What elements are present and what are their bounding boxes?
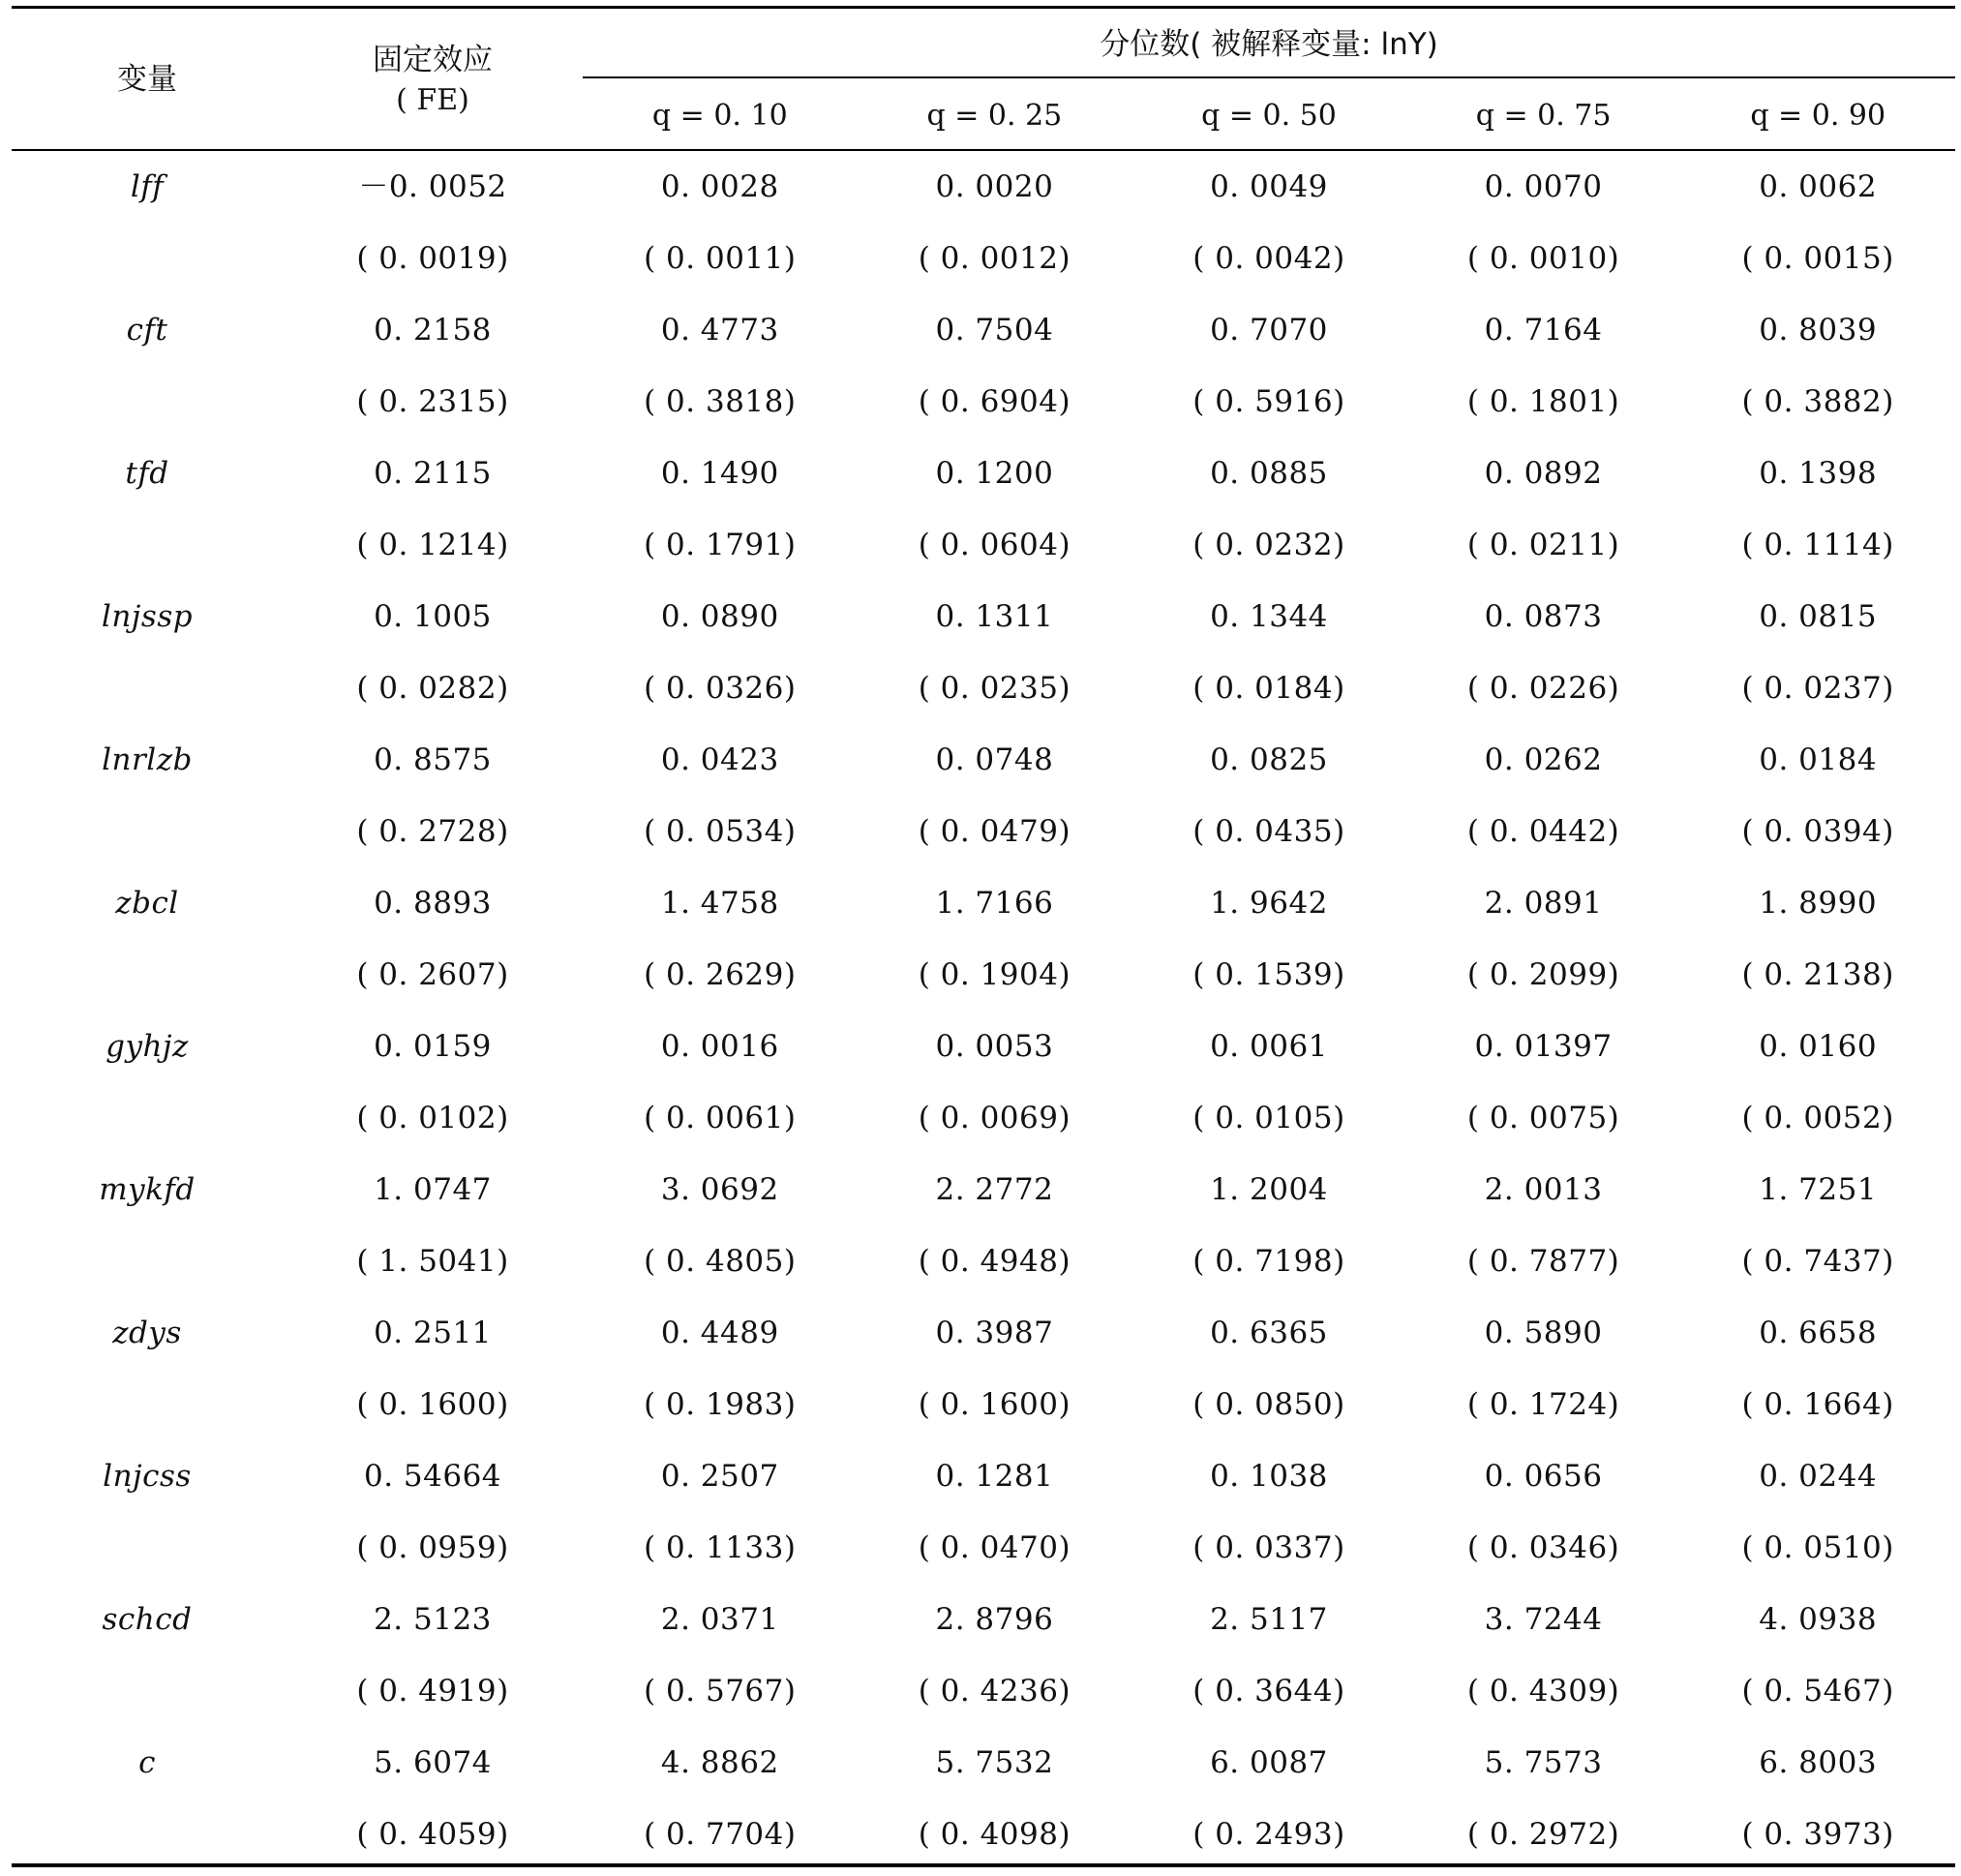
- std-error-cell: ( 0. 0442): [1466, 814, 1620, 849]
- coefficient-cell: 1. 8990: [1759, 886, 1878, 921]
- coefficient-cell: 0. 8893: [374, 886, 492, 921]
- variable-name: gyhjz: [106, 1029, 189, 1064]
- coefficient-cell: 1. 7166: [935, 886, 1054, 921]
- coefficient-cell: 1. 0747: [374, 1172, 492, 1207]
- std-error-cell: ( 0. 1983): [644, 1387, 797, 1422]
- coefficient-cell: 0. 0016: [660, 1029, 779, 1064]
- variable-name: c: [138, 1745, 156, 1780]
- std-error-cell: ( 0. 1724): [1466, 1387, 1620, 1422]
- std-error-cell: ( 0. 0282): [356, 671, 509, 706]
- table-row-std-error: [12, 939, 1955, 1011]
- coefficient-cell: 0. 0892: [1484, 456, 1603, 491]
- coefficient-cell: 5. 7532: [935, 1745, 1054, 1780]
- std-error-cell: ( 0. 3882): [1741, 384, 1894, 419]
- coefficient-cell: 0. 2158: [374, 313, 492, 348]
- variable-name: [12, 939, 283, 1011]
- table-row-std-error: [12, 223, 1955, 294]
- coefficient-cell: 0. 0062: [1759, 169, 1878, 204]
- coefficient-cell: 0. 1038: [1210, 1459, 1328, 1494]
- std-error-cell: ( 0. 7877): [1466, 1244, 1620, 1279]
- header-fe-line1: 固定效应: [373, 43, 493, 77]
- table-row-coefficient: [12, 1297, 1955, 1369]
- table-row-std-error: [12, 1225, 1955, 1297]
- std-error-cell: ( 0. 0075): [1466, 1101, 1620, 1135]
- table-row-coefficient: [12, 294, 1955, 366]
- table-row-coefficient: [12, 1154, 1955, 1225]
- variable-name: lnjssp: [101, 599, 194, 634]
- std-error-cell: ( 0. 0184): [1192, 671, 1345, 706]
- table-row-std-error: [12, 652, 1955, 724]
- coefficient-cell: 2. 2772: [935, 1172, 1054, 1207]
- variable-name: cft: [126, 313, 168, 348]
- variable-name: schcd: [102, 1602, 193, 1637]
- table-row-std-error: [12, 366, 1955, 438]
- quantile-span-rule: [583, 76, 1955, 78]
- variable-name: [12, 1655, 283, 1727]
- coefficient-cell: 0. 54664: [363, 1459, 502, 1494]
- coefficient-cell: 0. 0748: [935, 742, 1054, 777]
- std-error-cell: ( 0. 0011): [644, 241, 797, 276]
- coefficient-cell: 0. 7164: [1484, 313, 1603, 348]
- coefficient-cell: 1. 4758: [660, 886, 779, 921]
- std-error-cell: ( 0. 1904): [918, 957, 1071, 992]
- std-error-cell: ( 0. 2629): [644, 957, 797, 992]
- std-error-cell: ( 0. 7198): [1192, 1244, 1345, 1279]
- variable-name: tfd: [125, 456, 169, 491]
- std-error-cell: ( 0. 3973): [1741, 1817, 1894, 1852]
- std-error-cell: ( 0. 3644): [1192, 1674, 1345, 1709]
- coefficient-cell: －0. 0052: [358, 169, 507, 204]
- std-error-cell: ( 0. 0604): [918, 528, 1071, 562]
- coefficient-cell: 4. 0938: [1759, 1602, 1878, 1637]
- std-error-cell: ( 0. 0479): [918, 814, 1071, 849]
- std-error-cell: ( 0. 4098): [918, 1817, 1071, 1852]
- std-error-cell: ( 0. 4919): [356, 1674, 509, 1709]
- coefficient-cell: 0. 0873: [1484, 599, 1603, 634]
- coefficient-cell: 0. 2507: [660, 1459, 779, 1494]
- header-fe-line2: ( FE): [396, 83, 469, 117]
- table-row-coefficient: [12, 1440, 1955, 1512]
- variable-name: lff: [130, 169, 165, 204]
- header-variable: 变量: [117, 62, 177, 97]
- coefficient-cell: 0. 0815: [1759, 599, 1878, 634]
- std-error-cell: ( 0. 0019): [356, 241, 509, 276]
- coefficient-cell: 2. 5117: [1210, 1602, 1328, 1637]
- coefficient-cell: 0. 1490: [660, 456, 779, 491]
- std-error-cell: ( 0. 2493): [1192, 1817, 1345, 1852]
- coefficient-cell: 2. 0371: [660, 1602, 779, 1637]
- std-error-cell: ( 0. 0061): [644, 1101, 797, 1135]
- std-error-cell: ( 0. 0226): [1466, 671, 1620, 706]
- coefficient-cell: 0. 5890: [1484, 1316, 1603, 1350]
- std-error-cell: ( 0. 2099): [1466, 957, 1620, 992]
- std-error-cell: ( 0. 0534): [644, 814, 797, 849]
- coefficient-cell: 0. 01397: [1474, 1029, 1613, 1064]
- std-error-cell: ( 0. 0326): [644, 671, 797, 706]
- std-error-cell: ( 0. 0346): [1466, 1530, 1620, 1565]
- coefficient-cell: 1. 2004: [1210, 1172, 1328, 1207]
- coefficient-cell: 0. 6365: [1210, 1316, 1328, 1350]
- std-error-cell: ( 0. 4309): [1466, 1674, 1620, 1709]
- coefficient-cell: 0. 1281: [935, 1459, 1054, 1494]
- std-error-cell: ( 0. 7437): [1741, 1244, 1894, 1279]
- coefficient-cell: 0. 0160: [1759, 1029, 1878, 1064]
- variable-name: [12, 1799, 283, 1870]
- std-error-cell: ( 0. 1214): [356, 528, 509, 562]
- coefficient-cell: 0. 6658: [1759, 1316, 1878, 1350]
- variable-name: [12, 366, 283, 438]
- coefficient-cell: 0. 7070: [1210, 313, 1328, 348]
- std-error-cell: ( 0. 0052): [1741, 1101, 1894, 1135]
- table-row-coefficient: [12, 1011, 1955, 1082]
- coefficient-cell: 0. 2115: [374, 456, 492, 491]
- header-quantile: q = 0. 25: [926, 99, 1063, 133]
- std-error-cell: ( 0. 0105): [1192, 1101, 1345, 1135]
- std-error-cell: ( 0. 0211): [1466, 528, 1620, 562]
- coefficient-cell: 0. 8039: [1759, 313, 1878, 348]
- std-error-cell: ( 0. 5767): [644, 1674, 797, 1709]
- std-error-cell: ( 0. 0102): [356, 1101, 509, 1135]
- coefficient-cell: 1. 9642: [1210, 886, 1328, 921]
- std-error-cell: ( 0. 0232): [1192, 528, 1345, 562]
- std-error-cell: ( 0. 1133): [644, 1530, 797, 1565]
- std-error-cell: ( 0. 1664): [1741, 1387, 1894, 1422]
- coefficient-cell: 0. 0890: [660, 599, 779, 634]
- table-row-std-error: [12, 1799, 1955, 1870]
- coefficient-cell: 0. 1200: [935, 456, 1054, 491]
- table-row-coefficient: [12, 1727, 1955, 1799]
- coefficient-cell: 0. 0656: [1484, 1459, 1603, 1494]
- std-error-cell: ( 0. 0012): [918, 241, 1071, 276]
- std-error-cell: ( 0. 4805): [644, 1244, 797, 1279]
- variable-name: [12, 223, 283, 294]
- std-error-cell: ( 0. 0337): [1192, 1530, 1345, 1565]
- std-error-cell: ( 0. 1600): [918, 1387, 1071, 1422]
- table-row-std-error: [12, 1082, 1955, 1154]
- coefficient-cell: 0. 7504: [935, 313, 1054, 348]
- coefficient-cell: 0. 0049: [1210, 169, 1328, 204]
- table-row-coefficient: [12, 151, 1955, 223]
- header-quantile: q = 0. 90: [1750, 99, 1886, 133]
- coefficient-cell: 1. 7251: [1759, 1172, 1878, 1207]
- coefficient-cell: 0. 3987: [935, 1316, 1054, 1350]
- coefficient-cell: 0. 0159: [374, 1029, 492, 1064]
- std-error-cell: ( 0. 4948): [918, 1244, 1071, 1279]
- coefficient-cell: 0. 0885: [1210, 456, 1328, 491]
- coefficient-cell: 0. 0423: [660, 742, 779, 777]
- table-row-std-error: [12, 796, 1955, 867]
- variable-name: lnrlzb: [102, 742, 193, 777]
- std-error-cell: ( 0. 0959): [356, 1530, 509, 1565]
- std-error-cell: ( 0. 0435): [1192, 814, 1345, 849]
- coefficient-cell: 0. 1005: [374, 599, 492, 634]
- coefficient-cell: 5. 6074: [374, 1745, 492, 1780]
- std-error-cell: ( 0. 0010): [1466, 241, 1620, 276]
- coefficient-cell: 4. 8862: [660, 1745, 779, 1780]
- std-error-cell: ( 0. 1600): [356, 1387, 509, 1422]
- std-error-cell: ( 0. 0015): [1741, 241, 1894, 276]
- coefficient-cell: 6. 0087: [1210, 1745, 1328, 1780]
- coefficient-cell: 0. 8575: [374, 742, 492, 777]
- coefficient-cell: 0. 0825: [1210, 742, 1328, 777]
- coefficient-cell: 0. 0061: [1210, 1029, 1328, 1064]
- coefficient-cell: 0. 0020: [935, 169, 1054, 204]
- variable-name: zbcl: [115, 886, 179, 921]
- coefficient-cell: 5. 7573: [1484, 1745, 1603, 1780]
- coefficient-cell: 2. 0891: [1484, 886, 1603, 921]
- coefficient-cell: 2. 5123: [374, 1602, 492, 1637]
- coefficient-cell: 0. 0028: [660, 169, 779, 204]
- coefficient-cell: 0. 0262: [1484, 742, 1603, 777]
- coefficient-cell: 0. 4489: [660, 1316, 779, 1350]
- std-error-cell: ( 0. 4059): [356, 1817, 509, 1852]
- std-error-cell: ( 0. 1801): [1466, 384, 1620, 419]
- variable-name: [12, 652, 283, 724]
- table-row-std-error: [12, 1369, 1955, 1440]
- header-quantile-group: 分位数( 被解释变量: lnY): [1100, 27, 1438, 62]
- std-error-cell: ( 0. 0069): [918, 1101, 1071, 1135]
- std-error-cell: ( 0. 5467): [1741, 1674, 1894, 1709]
- header-quantile: q = 0. 10: [651, 99, 788, 133]
- std-error-cell: ( 0. 0850): [1192, 1387, 1345, 1422]
- table-row-coefficient: [12, 581, 1955, 652]
- table-row-std-error: [12, 509, 1955, 581]
- coefficient-cell: 0. 1311: [935, 599, 1054, 634]
- variable-name: zdys: [112, 1316, 182, 1350]
- coefficient-cell: 0. 0070: [1484, 169, 1603, 204]
- variable-name: [12, 1369, 283, 1440]
- top-rule: [12, 6, 1955, 9]
- bottom-rule: [12, 1863, 1955, 1867]
- table-row-coefficient: [12, 724, 1955, 796]
- coefficient-cell: 6. 8003: [1759, 1745, 1878, 1780]
- std-error-cell: ( 0. 2315): [356, 384, 509, 419]
- coefficient-cell: 0. 4773: [660, 313, 779, 348]
- coefficient-cell: 0. 2511: [374, 1316, 492, 1350]
- table-row-std-error: [12, 1512, 1955, 1584]
- std-error-cell: ( 0. 2972): [1466, 1817, 1620, 1852]
- std-error-cell: ( 0. 0235): [918, 671, 1071, 706]
- std-error-cell: ( 0. 6904): [918, 384, 1071, 419]
- std-error-cell: ( 0. 2138): [1741, 957, 1894, 992]
- std-error-cell: ( 0. 0237): [1741, 671, 1894, 706]
- coefficient-cell: 3. 7244: [1484, 1602, 1603, 1637]
- variable-name: mykfd: [99, 1172, 196, 1207]
- std-error-cell: ( 0. 4236): [918, 1674, 1071, 1709]
- std-error-cell: ( 0. 0510): [1741, 1530, 1894, 1565]
- variable-name: [12, 796, 283, 867]
- std-error-cell: ( 0. 5916): [1192, 384, 1345, 419]
- coefficient-cell: 2. 0013: [1484, 1172, 1603, 1207]
- std-error-cell: ( 0. 7704): [644, 1817, 797, 1852]
- header-quantile: q = 0. 75: [1475, 99, 1612, 133]
- variable-name: [12, 1512, 283, 1584]
- std-error-cell: ( 0. 0042): [1192, 241, 1345, 276]
- std-error-cell: ( 0. 1539): [1192, 957, 1345, 992]
- std-error-cell: ( 0. 3818): [644, 384, 797, 419]
- std-error-cell: ( 0. 2607): [356, 957, 509, 992]
- std-error-cell: ( 0. 0470): [918, 1530, 1071, 1565]
- coefficient-cell: 0. 1344: [1210, 599, 1328, 634]
- variable-name: [12, 509, 283, 581]
- std-error-cell: ( 0. 2728): [356, 814, 509, 849]
- coefficient-cell: 0. 0184: [1759, 742, 1878, 777]
- table-row-coefficient: [12, 867, 1955, 939]
- coefficient-cell: 3. 0692: [660, 1172, 779, 1207]
- coefficient-cell: 0. 0244: [1759, 1459, 1878, 1494]
- coefficient-cell: 0. 0053: [935, 1029, 1054, 1064]
- table-row-coefficient: [12, 438, 1955, 509]
- variable-name: [12, 1225, 283, 1297]
- variable-name: [12, 1082, 283, 1154]
- table-row-std-error: [12, 1655, 1955, 1727]
- std-error-cell: ( 1. 5041): [356, 1244, 509, 1279]
- variable-name: lnjcss: [103, 1459, 192, 1494]
- std-error-cell: ( 0. 1791): [644, 528, 797, 562]
- coefficient-cell: 0. 1398: [1759, 456, 1878, 491]
- std-error-cell: ( 0. 1114): [1741, 528, 1894, 562]
- table-row-coefficient: [12, 1584, 1955, 1655]
- header-quantile: q = 0. 50: [1201, 99, 1337, 133]
- std-error-cell: ( 0. 0394): [1741, 814, 1894, 849]
- coefficient-cell: 2. 8796: [935, 1602, 1054, 1637]
